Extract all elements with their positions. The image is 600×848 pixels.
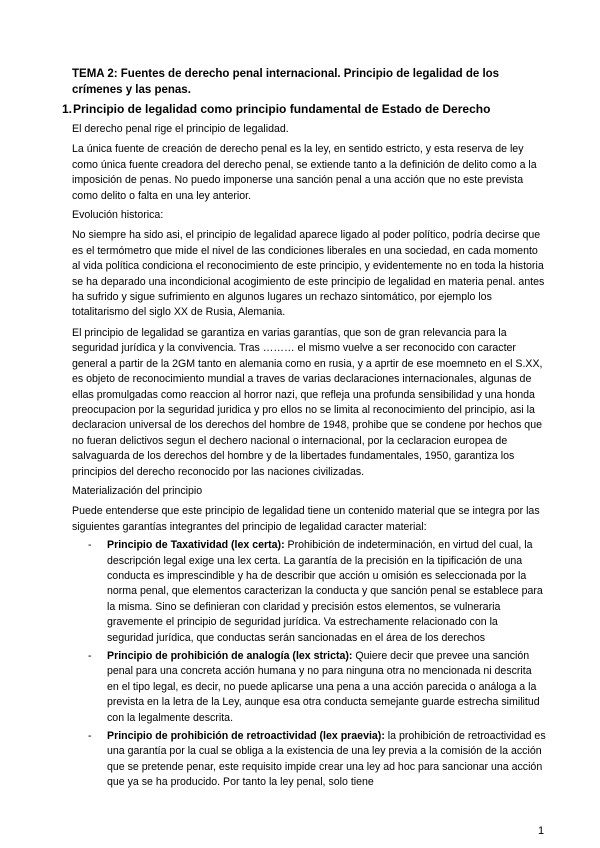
list-item [62,729,546,791]
subheading-materializacion: Materialización del principio [72,484,203,497]
page-number: 1 [538,825,545,837]
paragraph-contenido-material: Puede entenderse que este principio de legalidad tiene un contenido material que se integra por las siguientes garantías integrantes del principio de legalidad caracter material: [72,505,540,533]
list-item-term: Principio de prohibición de analogía (lex stricta): [107,650,353,662]
paragraph-fuente: La única fuente de creación de derecho penal es la ley, en sentido estricto, y esta reserva de ley como única fuente creadora del derecho penal, se extiende tanto a la definición de delito como a la imposición de penas. No puedo imponerse una sanción penal a una acción que no este prevista como delito o falta en una ley anterior. [72,143,537,202]
paragraph-garantias: El principio de legalidad se garantiza en varias garantías, que son de gran relevancia para la seguridad jurídica y la convivencia. Tras ……… el mismo vuelve a ser reconocido con caracter general a partir de la 2GM tanto en alemania como en rusia, y a aprtir de ese moemneto en el S.XX, es objeto de reconocimiento mundial a traves de varias declaraciones internacionales, algunas de ellas promulgadas como reaccion al horror nazi, que refleja una profunda sensibilidad y una honda preocupacion por la seguridad juridica y pro ellos no se limita al reconocimiento del principio, asi la declaracion universal de los derechos del hombre de 1948, prohibe que se condene por hechos que no fueran delictivos segun el dechero nacional o internacional, por la ceclaracion europea de salvaguarda de los derechos del hombre y de la libertades fundamentales, 1950, garantiza los principios del derecho reconocido por las naciones civilizadas. [72,326,543,478]
section-heading [62,101,546,117]
subheading-evolucion: Evolución historica: [72,209,164,222]
list-item [62,649,546,726]
paragraph-intro: El derecho penal rige el principio de legalidad. [72,123,289,135]
list-item-text: la prohibición de retroactividad es una garantía por la cual se obliga a la existencia de una ley previa a la comisión de la acción que se pretende penar, este requisito impide crear una ley ad hoc para sancionar una acción que ya se ha producido. Por tanto la ley penal, solo tiene [107,730,546,789]
list-dash: - [88,650,92,662]
list-item-text: Prohibición de indeterminación, en virtud del cual, la descripción legal exige una lex certa. La garantía de la precisión en la tipificación de una conducta es imprescindible y ha de describir que acción u omisión es seleccionada por la norma penal, que elementos caracterizan la conducta y que sanción penal se establece para la misma. Sino se definieran con claridad y precisión estos elementos, se vulneraria gravemente el principio de seguridad jurídica. Va estrechamente relacionado con la seguridad jurídica, que conductas serán sancionadas en el área de los derechos [107,539,543,644]
list-dash: - [88,730,92,743]
principles-list [62,538,546,791]
list-item-term: Principio de Taxatividad (lex certa): [107,539,285,552]
section-heading-text: Principio de legalidad como principio fundamental de Estado de Derecho [73,102,491,116]
paragraph-historia: No siempre ha sido asi, el principio de legalidad aparece ligado al poder político, podría decirse que es el termómetro que mide el nivel de las condiciones liberales en una sociedad, en cada momento al vida política condiciona el reconocimiento de este principio, y evidentemente no en toda la historia se ha deparado una incondicional acogimiento de este principio de legalidad en materia penal. antes ha sufrido y sigue sufrimiento en algunos lugares un rechazo sintomático, por ejemplo los totalitarismo del siglo XX de Rusia, Alemania. [72,229,545,319]
document-body [62,66,546,791]
document-title: TEMA 2: Fuentes de derecho penal internacional. Principio de legalidad de los crímenes y las penas. [72,68,500,96]
section-number: 1. [62,102,73,116]
list-item [62,538,546,646]
list-item-text: Quiere decir que prevee una sanción penal para una concreta acción humana y no para ninguna otra no mencionada ni descrita en el tipo legal, es decir, no puede aplicarse una pena a una acción parecida o análoga a la prevista en la letra de la Ley, aunque esa otra conducta semejante guarde estrecha similitud con la legalmente descrita. [107,650,540,724]
list-item-term: Principio de prohibición de retroactividad (lex praevia): [107,730,385,743]
list-dash: - [88,539,92,552]
